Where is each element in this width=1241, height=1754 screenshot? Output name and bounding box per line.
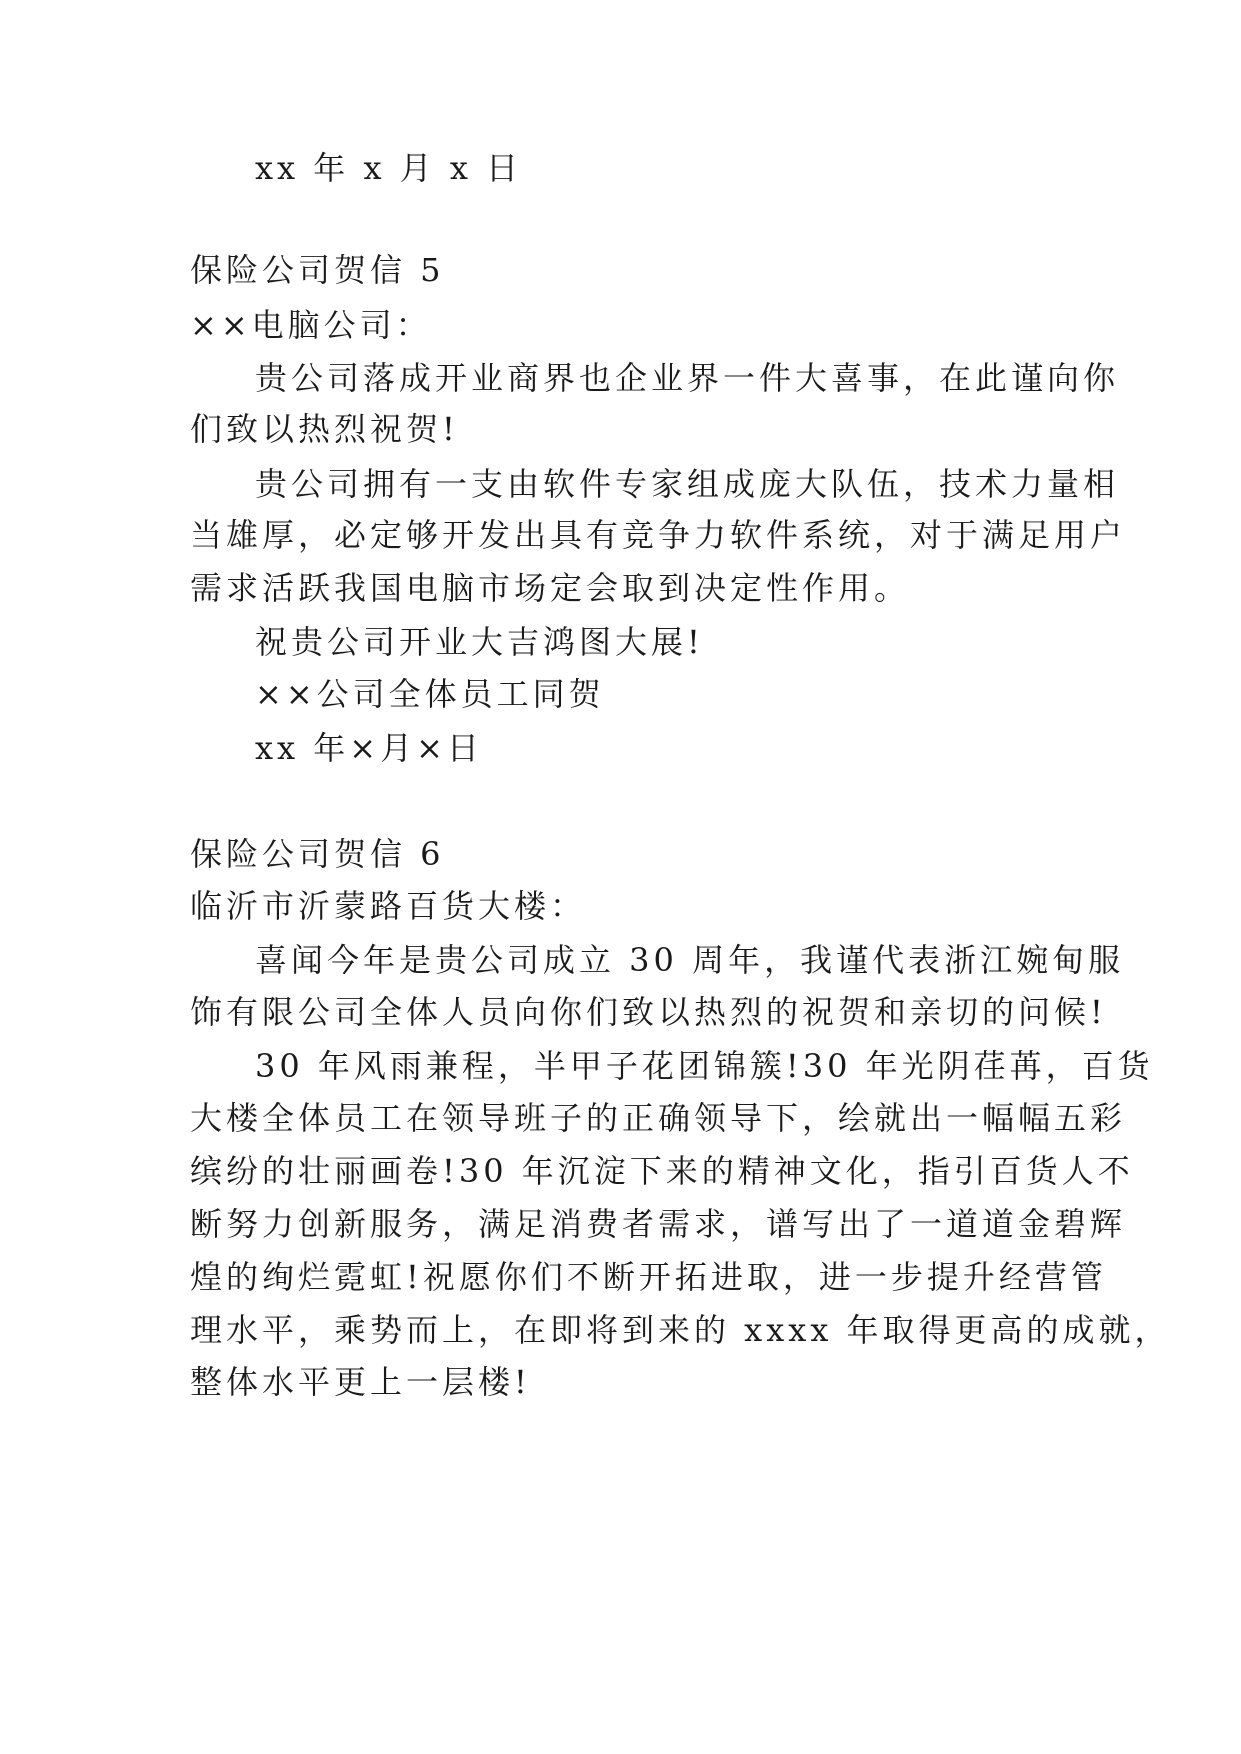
letter5-paragraph-line: 需求活跃我国电脑市场定会取到决定性作用。 [190,569,911,607]
letter5-salutation: ××电脑公司： [190,306,432,344]
letter5-paragraph-line: 们致以热烈祝贺! [190,410,459,448]
letter5-paragraph-line: 贵公司拥有一支由软件专家组成庞大队伍，技术力量相 [255,465,1120,503]
letter6-paragraph-line: 大楼全体员工在领导班子的正确领导下，绘就出一幅幅五彩 [190,1099,1127,1137]
letter5-signature: ××公司全体员工同贺 [255,675,605,713]
letter6-title: 保险公司贺信 6 [190,835,445,873]
letter5-wish: 祝贵公司开业大吉鸿图大展! [255,623,704,661]
letter6-salutation: 临沂市沂蒙路百货大楼： [190,887,587,925]
letter6-paragraph-line: 30 年风雨兼程，半甲子花团锦簇!30 年光阴荏苒，百货 [255,1047,1154,1085]
top-date: xx 年 x 月 x 日 [255,149,523,187]
letter6-paragraph-line: 煌的绚烂霓虹!祝愿你们不断开拓进取，进一步提升经营管 [190,1258,1107,1296]
letter6-paragraph-line: 理水平，乘势而上，在即将到来的 xxxx 年取得更高的成就， [190,1311,1171,1349]
letter5-title: 保险公司贺信 5 [190,251,445,289]
letter5-paragraph-line: 当雄厚，必定够开发出具有竞争力软件系统，对于满足用户 [190,516,1127,554]
letter6-paragraph-line: 饰有限公司全体人员向你们致以热烈的祝贺和亲切的问候! [190,993,1107,1031]
letter6-paragraph-line: 断努力创新服务，满足消费者需求，谱写出了一道道金碧辉 [190,1205,1127,1243]
letter6-paragraph-line: 整体水平更上一层楼! [190,1363,531,1401]
letter5-paragraph-line: 贵公司落成开业商界也企业界一件大喜事，在此谨向你 [255,359,1120,397]
letter6-paragraph-line: 缤纷的壮丽画卷!30 年沉淀下来的精神文化，指引百货人不 [190,1152,1134,1190]
letter6-paragraph-line: 喜闻今年是贵公司成立 30 周年，我谨代表浙江婉甸服 [255,941,1125,979]
letter5-date: xx 年×月×日 [255,729,483,767]
